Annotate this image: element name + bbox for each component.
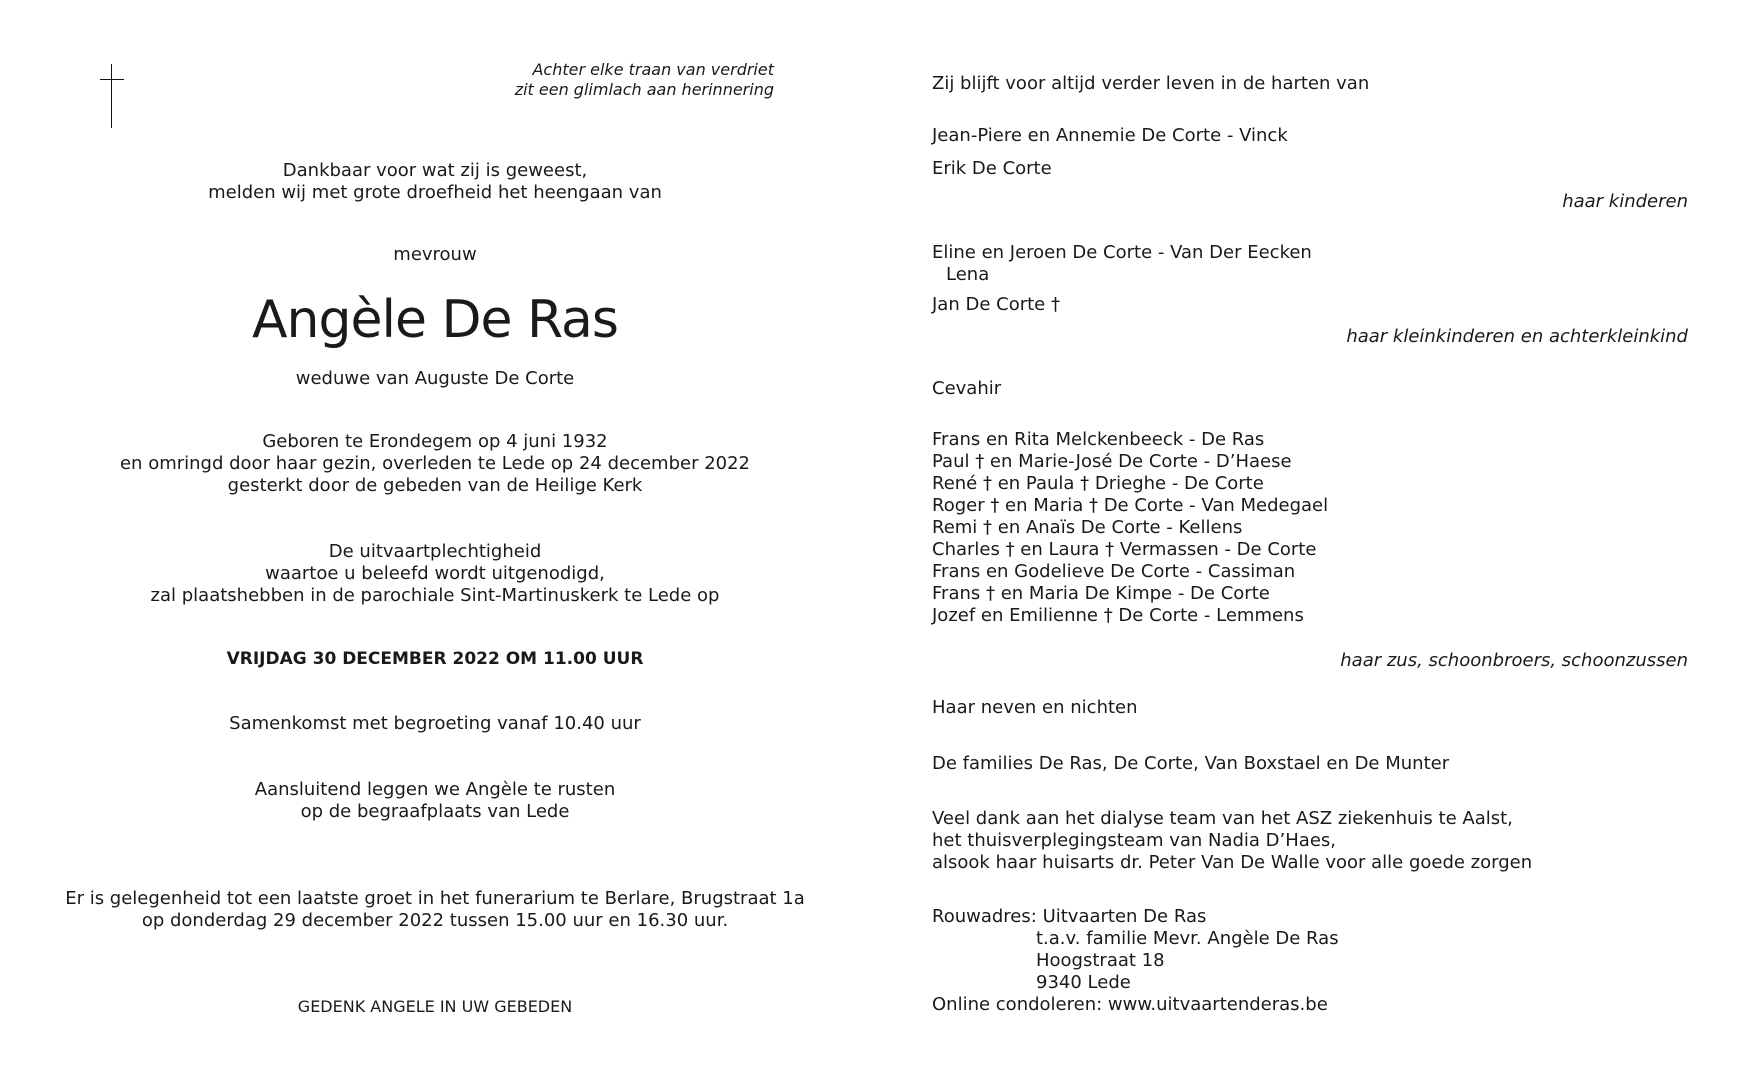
ceremony-date: VRIJDAG 30 DECEMBER 2022 OM 11.00 UUR <box>226 649 644 669</box>
gathering-text: Samenkomst met begroeting vanaf 10.40 uur <box>229 713 641 734</box>
salutation: mevrouw <box>393 244 477 265</box>
sibling-entry: René † en Paula † Drieghe - De Corte <box>932 473 1264 494</box>
thanks-line: Veel dank aan het dialyse team van het ASZ ziekenhuis te Aalst, <box>932 808 1513 829</box>
ceremony-line: De uitvaartplechtigheid <box>328 541 542 562</box>
burial-line: Aansluitend leggen we Angèle te rusten <box>254 779 616 800</box>
memorial-quote <box>515 60 774 100</box>
thanks-line: het thuisverplegingsteam van Nadia D’Haes, <box>932 830 1337 851</box>
thanks-line: alsook haar huisarts dr. Peter Van De Walle voor alle goede zorgen <box>932 852 1533 873</box>
mourning-address <box>932 906 1339 1016</box>
sibling-entry: Frans † en Maria De Kimpe - De Corte <box>932 583 1270 604</box>
child-entry: Erik De Corte <box>932 158 1052 179</box>
intro-line: Dankbaar voor wat zij is geweest, <box>282 160 588 181</box>
quote-line: zit een glimlach aan herinnering <box>514 80 774 99</box>
families-text: De families De Ras, De Corte, Van Boxstael en De Munter <box>932 753 1450 774</box>
deceased-name: Angèle De Ras <box>251 290 618 350</box>
sibling-entry: Frans en Godelieve De Corte - Cassiman <box>932 561 1296 582</box>
children-list <box>932 125 1288 180</box>
farewell-line: Er is gelegenheid tot een laatste groet in het funerarium te Berlare, Brugstraat 1a <box>65 888 805 909</box>
siblings-list <box>932 429 1328 627</box>
child-entry: Jean-Piere en Annemie De Corte - Vinck <box>932 125 1288 146</box>
sibling-entry: Paul † en Marie-José De Corte - D’Haese <box>932 451 1292 472</box>
sibling-entry: Charles † en Laura † Vermassen - De Corte <box>932 539 1317 560</box>
birth-line: gesterkt door de gebeden van de Heilige Kerk <box>227 475 643 496</box>
farewell-line: op donderdag 29 december 2022 tussen 15.00 uur en 16.30 uur. <box>141 910 729 931</box>
grandchildren-list <box>932 242 1312 316</box>
online-condolence-link[interactable]: Online condoleren: www.uitvaartenderas.be <box>932 994 1328 1015</box>
birth-death-text <box>60 431 810 497</box>
burial-line: op de begraafplaats van Lede <box>300 801 570 822</box>
ceremony-text <box>60 541 810 607</box>
grandchild-entry: Eline en Jeroen De Corte - Van Der Eecken <box>932 242 1312 263</box>
intro-text <box>60 160 810 204</box>
quote-line: Achter elke traan van verdriet <box>532 60 774 79</box>
address-line: 9340 Lede <box>1036 972 1131 993</box>
sibling-entry: Jozef en Emilienne † De Corte - Lemmens <box>932 605 1304 626</box>
ceremony-line: waartoe u beleefd wordt uitgenodigd, <box>265 563 605 584</box>
intro-line: melden wij met grote droefheid het heengaan van <box>208 182 662 203</box>
children-label: haar kinderen <box>1562 191 1688 212</box>
companion: Cevahir <box>932 378 1002 399</box>
great-grandchild-entry: Lena <box>946 264 990 285</box>
sibling-entry: Remi † en Anaïs De Corte - Kellens <box>932 517 1243 538</box>
cross-icon <box>100 64 124 128</box>
sibling-entry: Roger † en Maria † De Corte - Van Medegael <box>932 495 1329 516</box>
grandchildren-label: haar kleinkinderen en achterkleinkind <box>1346 326 1688 347</box>
siblings-label: haar zus, schoonbroers, schoonzussen <box>1340 650 1688 671</box>
thanks-text <box>932 808 1532 874</box>
birth-line: en omringd door haar gezin, overleden te Lede op 24 december 2022 <box>119 453 751 474</box>
farewell-text <box>60 888 810 932</box>
sibling-entry: Frans en Rita Melckenbeeck - De Ras <box>932 429 1265 450</box>
cousins-text: Haar neven en nichten <box>932 697 1138 718</box>
widow-of: weduwe van Auguste De Corte <box>295 368 575 389</box>
address-line: Uitvaarten De Ras <box>1042 906 1207 927</box>
birth-line: Geboren te Erondegem op 4 juni 1932 <box>262 431 608 452</box>
address-line: Hoogstraat 18 <box>1036 950 1165 971</box>
burial-text <box>60 779 810 823</box>
ceremony-line: zal plaatshebben in de parochiale Sint-Martinuskerk te Lede op <box>150 585 720 606</box>
right-heading: Zij blijft voor altijd verder leven in de harten van <box>932 73 1370 94</box>
grandchild-entry: Jan De Corte † <box>932 294 1060 315</box>
remember-text: GEDENK ANGELE IN UW GEBEDEN <box>297 997 573 1016</box>
address-label: Rouwadres: <box>932 906 1037 927</box>
address-line: t.a.v. familie Mevr. Angèle De Ras <box>1036 928 1339 949</box>
